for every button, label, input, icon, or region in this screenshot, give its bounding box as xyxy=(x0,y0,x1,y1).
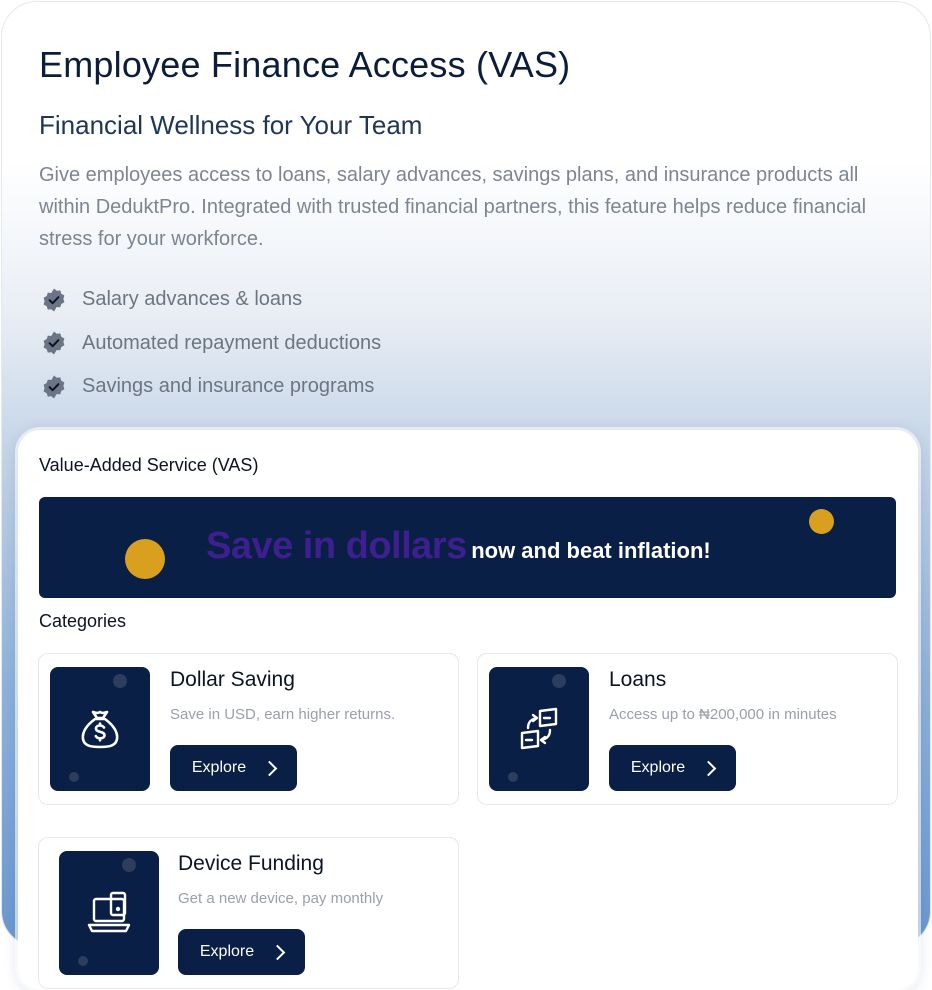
page-subtitle: Financial Wellness for Your Team xyxy=(39,110,423,140)
feature-label: Automated repayment deductions xyxy=(82,331,382,354)
check-badge-icon xyxy=(41,330,67,356)
decorative-dot xyxy=(809,509,834,534)
decorative-dot xyxy=(125,539,165,579)
vas-card-title: Value-Added Service (VAS) xyxy=(39,455,259,475)
finance-access-panel xyxy=(1,1,931,960)
feature-label: Salary advances & loans xyxy=(82,288,303,311)
promo-banner[interactable] xyxy=(39,497,896,598)
explore-button-label: Explore xyxy=(630,759,686,776)
category-card-device-funding xyxy=(38,837,459,989)
feature-item xyxy=(41,365,381,409)
chevron-right-icon xyxy=(270,944,286,960)
promo-tagline: now and beat inflation! xyxy=(471,538,711,563)
explore-button[interactable] xyxy=(609,745,736,791)
category-title: Device Funding xyxy=(178,852,324,875)
category-description: Access up to ₦200,000 in minutes xyxy=(609,706,837,723)
promo-banner-text xyxy=(206,525,711,568)
money-bag-icon xyxy=(74,703,126,755)
category-description: Get a new device, pay monthly xyxy=(178,890,384,907)
categories-title: Categories xyxy=(39,611,127,631)
category-title: Loans xyxy=(609,668,667,691)
check-badge-icon xyxy=(41,287,67,313)
category-icon-box xyxy=(59,851,159,975)
check-badge-icon xyxy=(41,374,67,400)
explore-button[interactable] xyxy=(178,929,305,975)
explore-button-label: Explore xyxy=(199,943,255,960)
category-description: Save in USD, earn higher returns. xyxy=(170,706,396,723)
feature-label: Savings and insurance programs xyxy=(82,375,375,398)
category-icon-box xyxy=(50,667,150,791)
chevron-right-icon xyxy=(262,760,278,776)
chevron-right-icon xyxy=(701,760,717,776)
laptop-icon xyxy=(83,887,135,939)
explore-button[interactable] xyxy=(170,745,297,791)
feature-item xyxy=(41,322,381,366)
category-card-loans xyxy=(477,653,898,805)
page-title: Employee Finance Access (VAS) xyxy=(39,44,571,85)
feature-list xyxy=(41,278,381,409)
page-description: Give employees access to loans, salary advances, savings plans, and insurance products all within DeduktPro. Integrated with trusted financial partners, this feature helps reduce financial stress for your workforce. xyxy=(39,164,867,250)
feature-item xyxy=(41,278,381,322)
exchange-icon xyxy=(513,703,565,755)
category-title: Dollar Saving xyxy=(170,668,295,691)
promo-highlight: Save in dollars xyxy=(206,525,467,567)
vas-card xyxy=(18,430,918,990)
category-icon-box xyxy=(489,667,589,791)
category-card-dollar-saving xyxy=(38,653,459,805)
explore-button-label: Explore xyxy=(191,759,247,776)
